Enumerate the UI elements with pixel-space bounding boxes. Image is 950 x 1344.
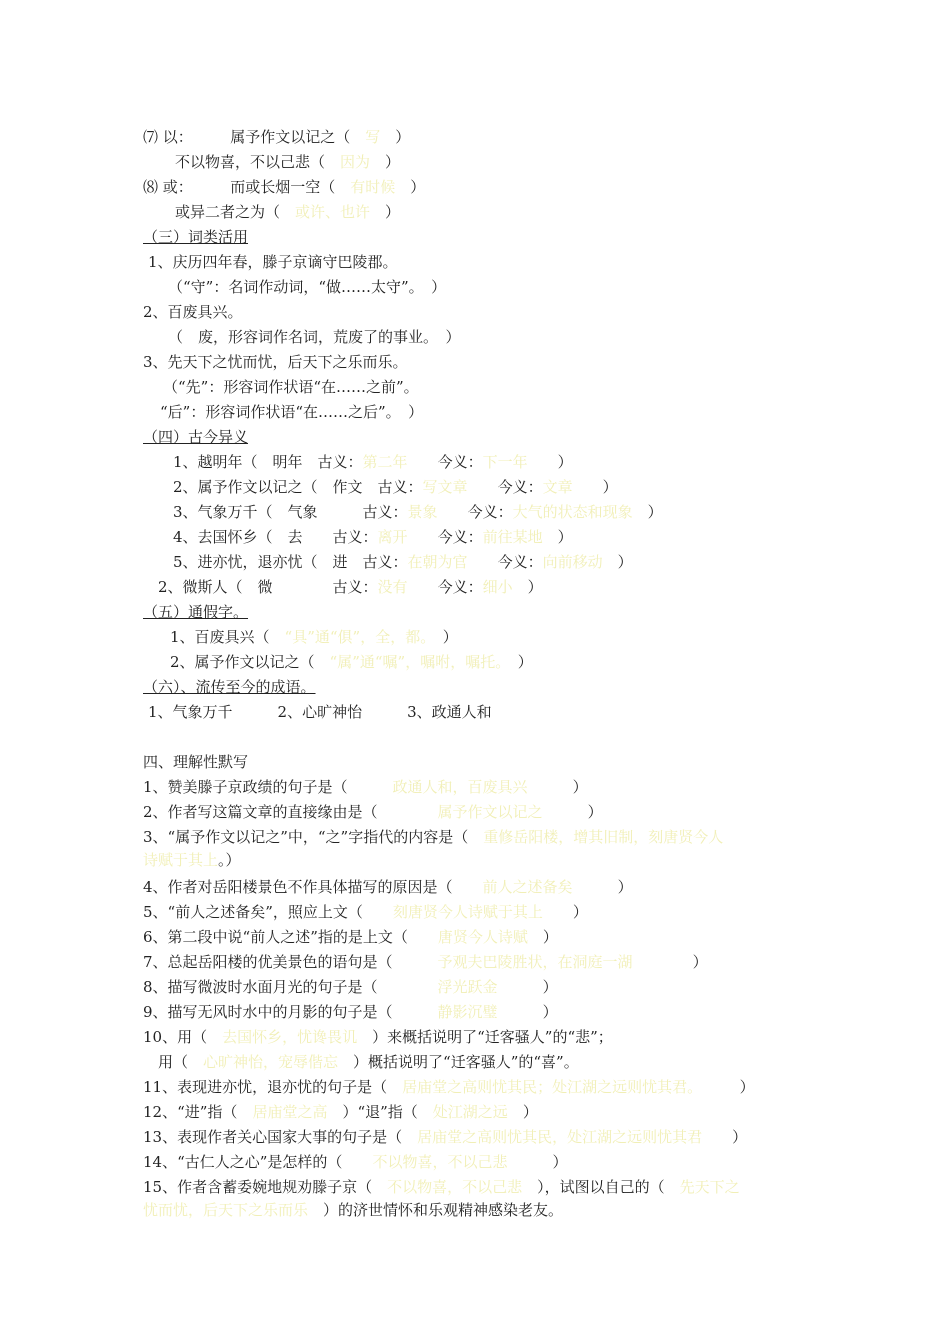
line-text: 3、先天下之忧而忧，后天下之乐而乐。 (143, 353, 408, 371)
line-text: 2、作者写这篇文章的直接缘由是（ (143, 803, 438, 821)
answer-text: 属予作文以记之 (437, 803, 543, 821)
section-heading-tongjia (143, 602, 248, 622)
answer-text: 景象 (407, 503, 438, 521)
answer-text: 重修岳阳楼，增其旧制，刻唐贤今人 (483, 828, 724, 846)
line-text: 。） (218, 851, 241, 869)
line-text: 6、第二段中说“前人之述”指的是上文（ (143, 928, 438, 946)
line-text: 5、进亦忧，退亦忧（ 进 古义： (173, 553, 408, 571)
answer-text: 没有 (377, 578, 408, 596)
heading-text: （六）、流传至今的成语。 (143, 678, 316, 696)
line-yi-1 (143, 127, 410, 147)
answer-text: 离开 (377, 528, 408, 546)
line-text: 2、属予作文以记之（ 作文 古义： (173, 478, 423, 496)
line-gujin-5 (173, 552, 633, 572)
line-text: 13、表现作者关心国家大事的句子是（ (143, 1128, 418, 1146)
line-text: 1、越明年（ 明年 古义： (173, 453, 363, 471)
answer-text: 诗赋于其上 (143, 851, 219, 869)
line-gujin-4 (173, 527, 573, 547)
line-text: ） (497, 1003, 558, 1021)
line-text: 1、百废具兴（ (170, 628, 285, 646)
line-text: ） (395, 178, 426, 196)
answer-text: 政通人和，百废具兴 (392, 778, 528, 796)
line-text: ） (512, 578, 543, 596)
line-text: ） (497, 978, 558, 996)
line-moxie-11 (143, 1077, 755, 1097)
line-text: ） (694, 1078, 755, 1096)
line-text: ） (427, 628, 458, 646)
line-moxie-10a (143, 1027, 613, 1047)
line-text: 3、气象万千（ 气象 古义： (173, 503, 408, 521)
line-text: 1、庆历四年春，滕子京谪守巴陵郡。 (148, 253, 398, 271)
line-text: ） (542, 903, 588, 921)
answer-text: 居庙堂之高则忧其民，处江湖之远则忧其君 (417, 1128, 703, 1146)
line-text: ）“退”指（ (327, 1103, 433, 1121)
answer-text: 处江湖之远 (432, 1103, 508, 1121)
line-cilei-2 (143, 302, 243, 322)
line-gujin-6 (158, 577, 543, 597)
line-text: 今义： (407, 528, 483, 546)
line-cilei-1-note (168, 277, 446, 297)
line-cilei-3-note-b (160, 402, 423, 422)
line-text: ） (380, 128, 411, 146)
line-text: 不以物喜，不以己悲（ (175, 153, 341, 171)
line-cilei-1 (148, 252, 398, 272)
answer-text: 大气的状态和现象 (512, 503, 633, 521)
line-text: 10、用（ (143, 1028, 223, 1046)
line-text: 四、理解性默写 (143, 753, 249, 771)
heading-text: （四）古今异义 (143, 428, 249, 446)
answer-text: “具”通“俱”，全，都。 (284, 628, 428, 646)
line-tongjia-1 (170, 627, 458, 647)
line-text: 2、属予作文以记之（ (170, 653, 330, 671)
line-text: 14、“古仁人之心”是怎样的（ (143, 1153, 373, 1171)
answer-text: 在朝为官 (407, 553, 468, 571)
line-cilei-2-note (168, 327, 461, 347)
line-text: 今义： (437, 503, 513, 521)
line-text: 1、赞美滕子京政绩的句子是（ (143, 778, 393, 796)
line-text: ） (572, 878, 633, 896)
line-cilei-3-note-a (163, 377, 419, 397)
line-text: 今义： (407, 578, 483, 596)
line-moxie-3-cont (143, 850, 241, 870)
line-moxie-7 (143, 952, 708, 972)
line-tongjia-2 (170, 652, 533, 672)
line-moxie-2 (143, 802, 603, 822)
line-text: ） (602, 553, 633, 571)
line-text: ⑺ 以： 属予作文以记之（ (143, 128, 366, 146)
answer-text: 心旷神怡，宠辱偕忘 (203, 1053, 339, 1071)
line-moxie-12 (143, 1102, 538, 1122)
answer-text: 去国怀乡，忧谗畏讥 (222, 1028, 358, 1046)
line-gujin-1 (173, 452, 573, 472)
answer-text: 居庙堂之高 (252, 1103, 328, 1121)
line-text: 4、去国怀乡（ 去 古义： (173, 528, 378, 546)
line-text: ⑻ 或： 而或长烟一空（ (143, 178, 351, 196)
line-moxie-4 (143, 877, 633, 897)
line-text: 今义： (467, 553, 543, 571)
line-text: 4、作者对岳阳楼景色不作具体描写的原因是（ (143, 878, 483, 896)
line-text: 11、表现进亦忧，退亦忧的句子是（ (143, 1078, 403, 1096)
line-text: ）来概括说明了“迁客骚人”的“悲”； (357, 1028, 613, 1046)
line-text: 用（ (158, 1053, 204, 1071)
answer-text: 不以物喜，不以己悲 (372, 1153, 508, 1171)
answer-text: 居庙堂之高则忧其民；处江湖之远则忧其君。 (402, 1078, 695, 1096)
line-yi-2 (175, 152, 400, 172)
line-text: ） (502, 653, 533, 671)
line-cilei-3 (143, 352, 408, 372)
line-text: ）概括说明了“迁客骚人”的“喜”。 (338, 1053, 579, 1071)
answer-text: 细小 (482, 578, 513, 596)
line-moxie-3 (143, 827, 723, 847)
heading-text: （三）词类活用 (143, 228, 249, 246)
line-moxie-13 (143, 1127, 747, 1147)
answer-text: 下一年 (482, 453, 528, 471)
answer-text: “属”通“嘱”，嘱咐，嘱托。 (329, 653, 503, 671)
line-text: 5、“前人之述备矣”，照应上文（ (143, 903, 393, 921)
line-moxie-5 (143, 902, 588, 922)
line-text: （“守”：名词作动词，“做……太守”。 ） (168, 278, 447, 296)
line-text: ） (527, 778, 588, 796)
answer-text: 或许、也许 (295, 203, 371, 221)
answer-text: 前人之述备矣 (482, 878, 573, 896)
line-text: 7、总起岳阳楼的优美景色的语句是（ (143, 953, 438, 971)
line-text: ） (632, 953, 708, 971)
line-text: ） (370, 203, 401, 221)
line-text: 12、“进”指（ (143, 1103, 253, 1121)
answer-text: 刻唐贤今人诗赋于其上 (392, 903, 543, 921)
line-moxie-15 (143, 1177, 740, 1197)
answer-text: 静影沉璧 (437, 1003, 498, 1021)
line-text: 8、描写微波时水面月光的句子是（ (143, 978, 438, 996)
line-text: ）的济世情怀和乐观精神感染老友。 (308, 1201, 564, 1219)
line-text: ），试图以自己的（ (522, 1178, 680, 1196)
line-huo-2 (175, 202, 400, 222)
line-text: 1、气象万千 2、心旷神怡 3、政通人和 (148, 703, 492, 721)
line-text: “后”：形容词作状语“在……之后”。 ） (160, 403, 424, 421)
answer-text: 文章 (542, 478, 573, 496)
line-huo-1 (143, 177, 425, 197)
answer-text: 忧而忧，后天下之乐而乐 (143, 1201, 309, 1219)
answer-text: 唐贤今人诗赋 (437, 928, 528, 946)
line-text: ） (542, 803, 603, 821)
line-text: 2、微斯人（ 微 古义： (158, 578, 378, 596)
line-text: 或异二者之为（ (175, 203, 296, 221)
answer-text: 不以物喜，不以己悲 (387, 1178, 523, 1196)
answer-text: 浮光跃金 (437, 978, 498, 996)
section-heading-chengyu (143, 677, 316, 697)
answer-text: 写 (365, 128, 381, 146)
line-text: 2、百废具兴。 (143, 303, 243, 321)
line-moxie-15-cont (143, 1200, 563, 1220)
line-moxie-6 (143, 927, 558, 947)
line-text: 3、“属予作文以记之”中，“之”字指代的内容是（ (143, 828, 484, 846)
line-moxie-10b (158, 1052, 579, 1072)
line-text: 今义： (467, 478, 543, 496)
line-moxie-14 (143, 1152, 567, 1172)
line-moxie-9 (143, 1002, 558, 1022)
line-text: ） (507, 1153, 568, 1171)
line-text: ） (507, 1103, 538, 1121)
line-text: 今义： (407, 453, 483, 471)
answer-text: 予观夫巴陵胜状，在洞庭一湖 (437, 953, 633, 971)
answer-text: 向前移动 (542, 553, 603, 571)
answer-text: 写文章 (422, 478, 468, 496)
line-moxie-1 (143, 777, 588, 797)
section-heading-moxie (143, 752, 248, 772)
line-gujin-2 (173, 477, 618, 497)
answer-text: 先天下之 (679, 1178, 740, 1196)
section-heading-gujin (143, 427, 248, 447)
line-moxie-8 (143, 977, 558, 997)
line-text: 15、作者含蓄委婉地规劝滕子京（ (143, 1178, 388, 1196)
answer-text: 有时候 (350, 178, 396, 196)
line-text: ） (542, 528, 573, 546)
line-text: 9、描写无风时水中的月影的句子是（ (143, 1003, 438, 1021)
line-text: ） (527, 453, 573, 471)
line-text: ） (370, 153, 401, 171)
line-text: ） (702, 1128, 748, 1146)
answer-text: 因为 (340, 153, 371, 171)
answer-text: 第二年 (362, 453, 408, 471)
line-text: ） (527, 928, 558, 946)
heading-text: （五）通假字。 (143, 603, 249, 621)
line-text: ） (572, 478, 618, 496)
answer-text: 前往某地 (482, 528, 543, 546)
line-text: （ 废，形容词作名词，荒废了的事业。 ） (168, 328, 461, 346)
line-gujin-3 (173, 502, 663, 522)
line-text: （“先”：形容词作状语“在……之前”。 (163, 378, 419, 396)
line-chengyu (148, 702, 492, 722)
line-text: ） (632, 503, 663, 521)
section-heading-cilei (143, 227, 248, 247)
